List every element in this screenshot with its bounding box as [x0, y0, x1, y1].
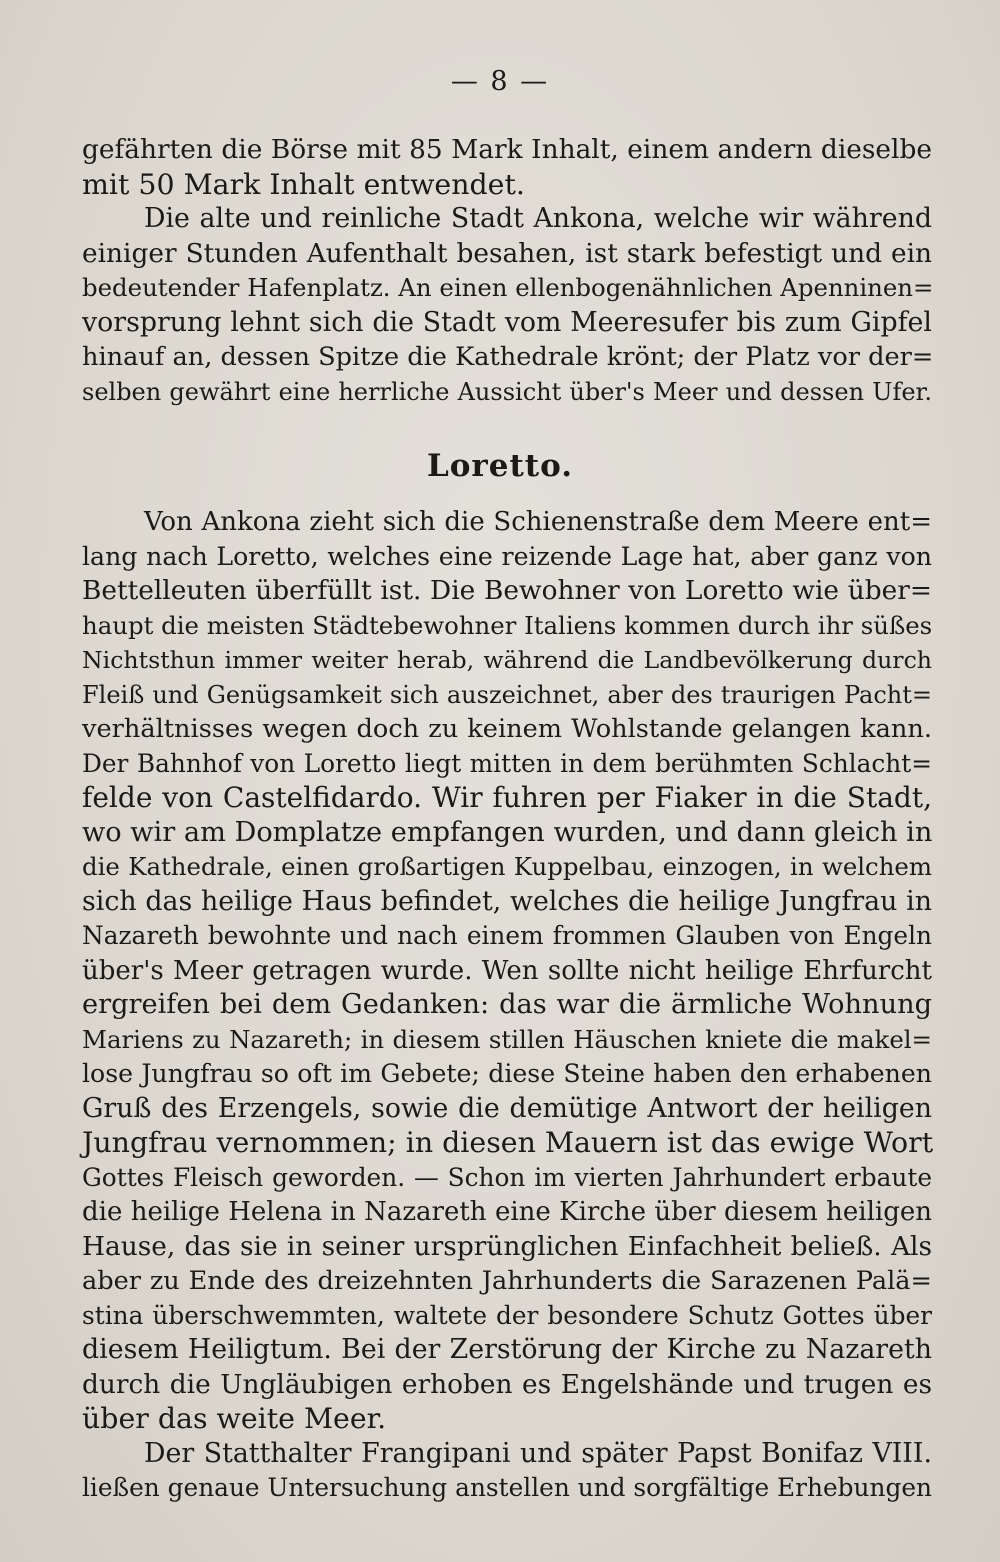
text-line: Bettelleuten überfüllt ist. Die Bewohner von Loretto wie über=: [82, 575, 932, 606]
text-line: Nichtsthun immer weiter herab, während die Landbevölkerung durch: [82, 646, 932, 674]
text-line: Jungfrau vernommen; in diesen Mauern ist das ewige Wort: [82, 1126, 934, 1159]
text-line: mit 50 Mark Inhalt entwendet.: [82, 167, 525, 201]
text-line: die Kathedrale, einen großartigen Kuppelbau, einzogen, in welchem: [82, 852, 932, 881]
text-line: Gruß des Erzengels, sowie die demütige Antwort der heiligen: [82, 1092, 932, 1124]
text-line: verhältnisses wegen doch zu keinem Wohlstande gelangen kann.: [82, 714, 932, 744]
text-line: hinauf an, dessen Spitze die Kathedrale krönt; der Platz vor der=: [82, 342, 934, 372]
page-number: — 8 —: [450, 66, 550, 97]
text-line: diesem Heiligtum. Bei der Zerstörung der Kirche zu Nazareth: [82, 1334, 932, 1365]
text-line: sich das heilige Haus befindet, welches die heilige Jungfrau in: [82, 885, 932, 917]
text-line: Der Bahnhof von Loretto liegt mitten in dem berühmten Schlacht=: [82, 748, 932, 778]
text-line: felde von Castelfidardo. Wir fuhren per Fiaker in die Stadt,: [82, 781, 932, 814]
text-line: lang nach Loretto, welches eine reizende Lage hat, aber ganz von: [82, 541, 932, 571]
text-line: Von Ankona zieht sich die Schienenstraße dem Meere ent=: [144, 507, 932, 537]
text-line: Fleiß und Genügsamkeit sich auszeichnet, aber des traurigen Pacht=: [82, 680, 932, 709]
text-line: selben gewährt eine herrliche Aussicht über's Meer und dessen Ufer.: [82, 377, 932, 406]
text-line: die heilige Helena in Nazareth eine Kirche über diesem heiligen: [82, 1197, 932, 1227]
text-line: Gottes Fleisch geworden. — Schon im vierten Jahrhundert erbaute: [82, 1162, 932, 1192]
text-line: Mariens zu Nazareth; in diesem stillen Häuschen kniete die makel=: [82, 1024, 932, 1054]
text-line: über's Meer getragen wurde. Wen sollte nicht heilige Ehrfurcht: [82, 955, 932, 986]
text-line: gefährten die Börse mit 85 Mark Inhalt, einem andern dieselbe: [82, 134, 932, 165]
text-line: stina überschwemmten, waltete der besondere Schutz Gottes über: [82, 1300, 932, 1330]
text-line: über das weite Meer.: [82, 1402, 387, 1435]
text-line: ließen genaue Untersuchung anstellen und sorgfältige Erhebungen: [82, 1473, 932, 1502]
text-line: Die alte und reinliche Stadt Ankona, welche wir während: [144, 203, 932, 234]
section-heading: Loretto.: [426, 448, 574, 484]
text-block-loretto: [82, 505, 932, 1506]
text-line: lose Jungfrau so oft im Gebete; diese Steine haben den erhabenen: [82, 1059, 932, 1088]
text-line: haupt die meisten Städtebewohner Italiens kommen durch ihr süßes: [82, 610, 933, 640]
text-line: vorsprung lehnt sich die Stadt vom Meeresufer bis zum Gipfel: [82, 306, 932, 338]
text-line: ergreifen bei dem Gedanken: das war die ärmliche Wohnung: [82, 989, 932, 1020]
text-line: Hause, das sie in seiner ursprünglichen Einfachheit beließ. Als: [82, 1230, 932, 1262]
text-line: durch die Ungläubigen erhoben es Engelshände und trugen es: [82, 1368, 932, 1400]
text-line: aber zu Ende des dreizehnten Jahrhunderts die Sarazenen Palä=: [82, 1266, 932, 1296]
text-line: einiger Stunden Aufenthalt besahen, ist stark befestigt und ein: [82, 237, 932, 269]
text-line: Nazareth bewohnte und nach einem frommen Glauben von Engeln: [82, 921, 932, 950]
text-line: bedeutender Hafenplatz. An einen ellenbogenähnlichen Apenninen=: [82, 273, 934, 302]
text-line: Der Statthalter Frangipani und später Papst Bonifaz VIII.: [144, 1437, 932, 1469]
text-line: wo wir am Domplatze empfangen wurden, und dann gleich in: [82, 816, 933, 848]
text-block-intro: [82, 133, 932, 409]
